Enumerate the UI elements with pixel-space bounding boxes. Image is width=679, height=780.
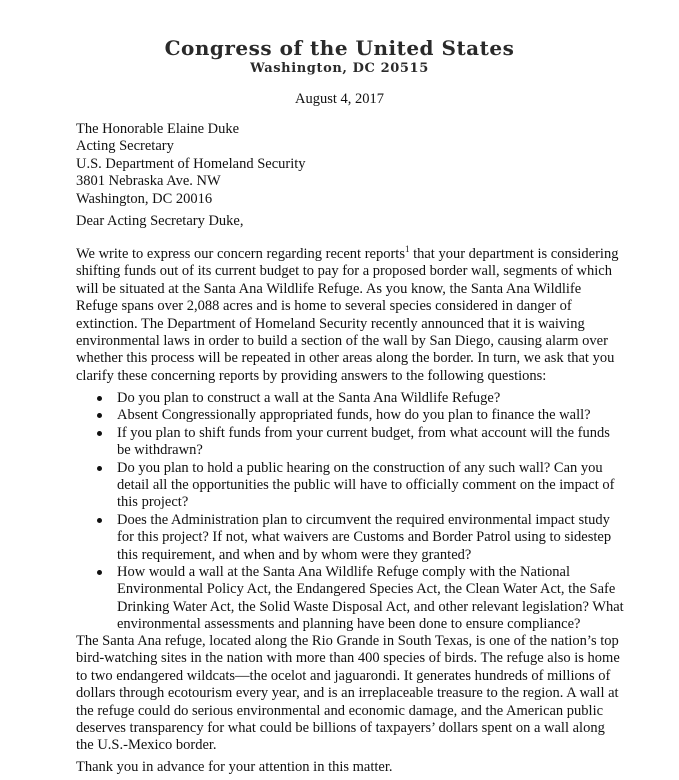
recipient-department: U.S. Department of Homeland Security [76, 155, 306, 172]
letter-date: August 4, 2017 [294, 91, 385, 107]
question-item: Do you plan to hold a public hearing on the construction of any such wall? Can you detail all the opportunities the public will have to officially comment on the impact of this project? [95, 460, 625, 512]
salutation: Dear Acting Secretary Duke, [76, 213, 244, 229]
body-paragraph-1 [76, 246, 624, 385]
footnote-marker: 1 [404, 244, 410, 255]
question-list [95, 390, 625, 634]
recipient-street: 3801 Nebraska Ave. NW [76, 173, 221, 190]
p1-text-start: We write to express our concern regarding recent reports [76, 246, 405, 262]
p1-text-end: that your department is considering shifting funds out of its current budget to pay for a proposed border wall, segments of which will be situated at the Santa Ana Wildlife Refuge. As you know, the Santa Ana Wildlife Refuge spans over 2,088 acres and is home to several species considered in danger of extinction. The Department of Homeland Security recently announced that it is waiving environmental laws in order to build a section of the wall by San Diego, causing alarm over whether this process will be repeated in other areas along the border. In turn, we ask that you clarify these concerning reports by providing answers to the following questions: [76, 246, 619, 384]
question-item: Does the Administration plan to circumvent the required environmental impact study for this project? If not, what waivers are Customs and Border Patrol using to sidestep this requirement, and when and by whom were they granted? [95, 512, 625, 564]
question-item: Do you plan to construct a wall at the Santa Ana Wildlife Refuge? [95, 390, 625, 407]
recipient-address [76, 121, 306, 208]
closing-line: Thank you in advance for your attention in this matter. [76, 759, 393, 775]
question-item: Absent Congressionally appropriated funds, how do you plan to finance the wall? [95, 407, 625, 424]
question-item: If you plan to shift funds from your current budget, from what account will the funds be withdrawn? [95, 425, 625, 460]
recipient-name: The Honorable Elaine Duke [76, 121, 240, 137]
letterhead [0, 36, 679, 78]
recipient-title: Acting Secretary [76, 138, 174, 155]
body-paragraph-2: The Santa Ana refuge, located along the Rio Grande in South Texas, is one of the nation’s top bird-watching sites in the nation with more than 400 species of birds. The refuge also is home to two endangered wildcats—the ocelot and jaguarondi. It generates hundreds of millions of dollars through ecotourism every year, and is an irreplaceable treasure to the region. A wall at the refuge could do serious environmental and economic damage, and the American public deserves transparency for what could be billions of taxpayers’ dollars spent on a wall along the U.S.-Mexico border. [76, 633, 620, 754]
letterhead-subtitle: Washington, DC 20515 [250, 61, 429, 76]
letterhead-title: Congress of the United States [164, 36, 515, 60]
question-item: How would a wall at the Santa Ana Wildlife Refuge comply with the National Environmental Policy Act, the Endangered Species Act, the Clean Water Act, the Safe Drinking Water Act, the Solid Waste Disposal Act, and other relevant legislation? What environmental assessments and planning have been done to ensure compliance? [95, 564, 625, 634]
recipient-city: Washington, DC 20016 [76, 190, 213, 207]
